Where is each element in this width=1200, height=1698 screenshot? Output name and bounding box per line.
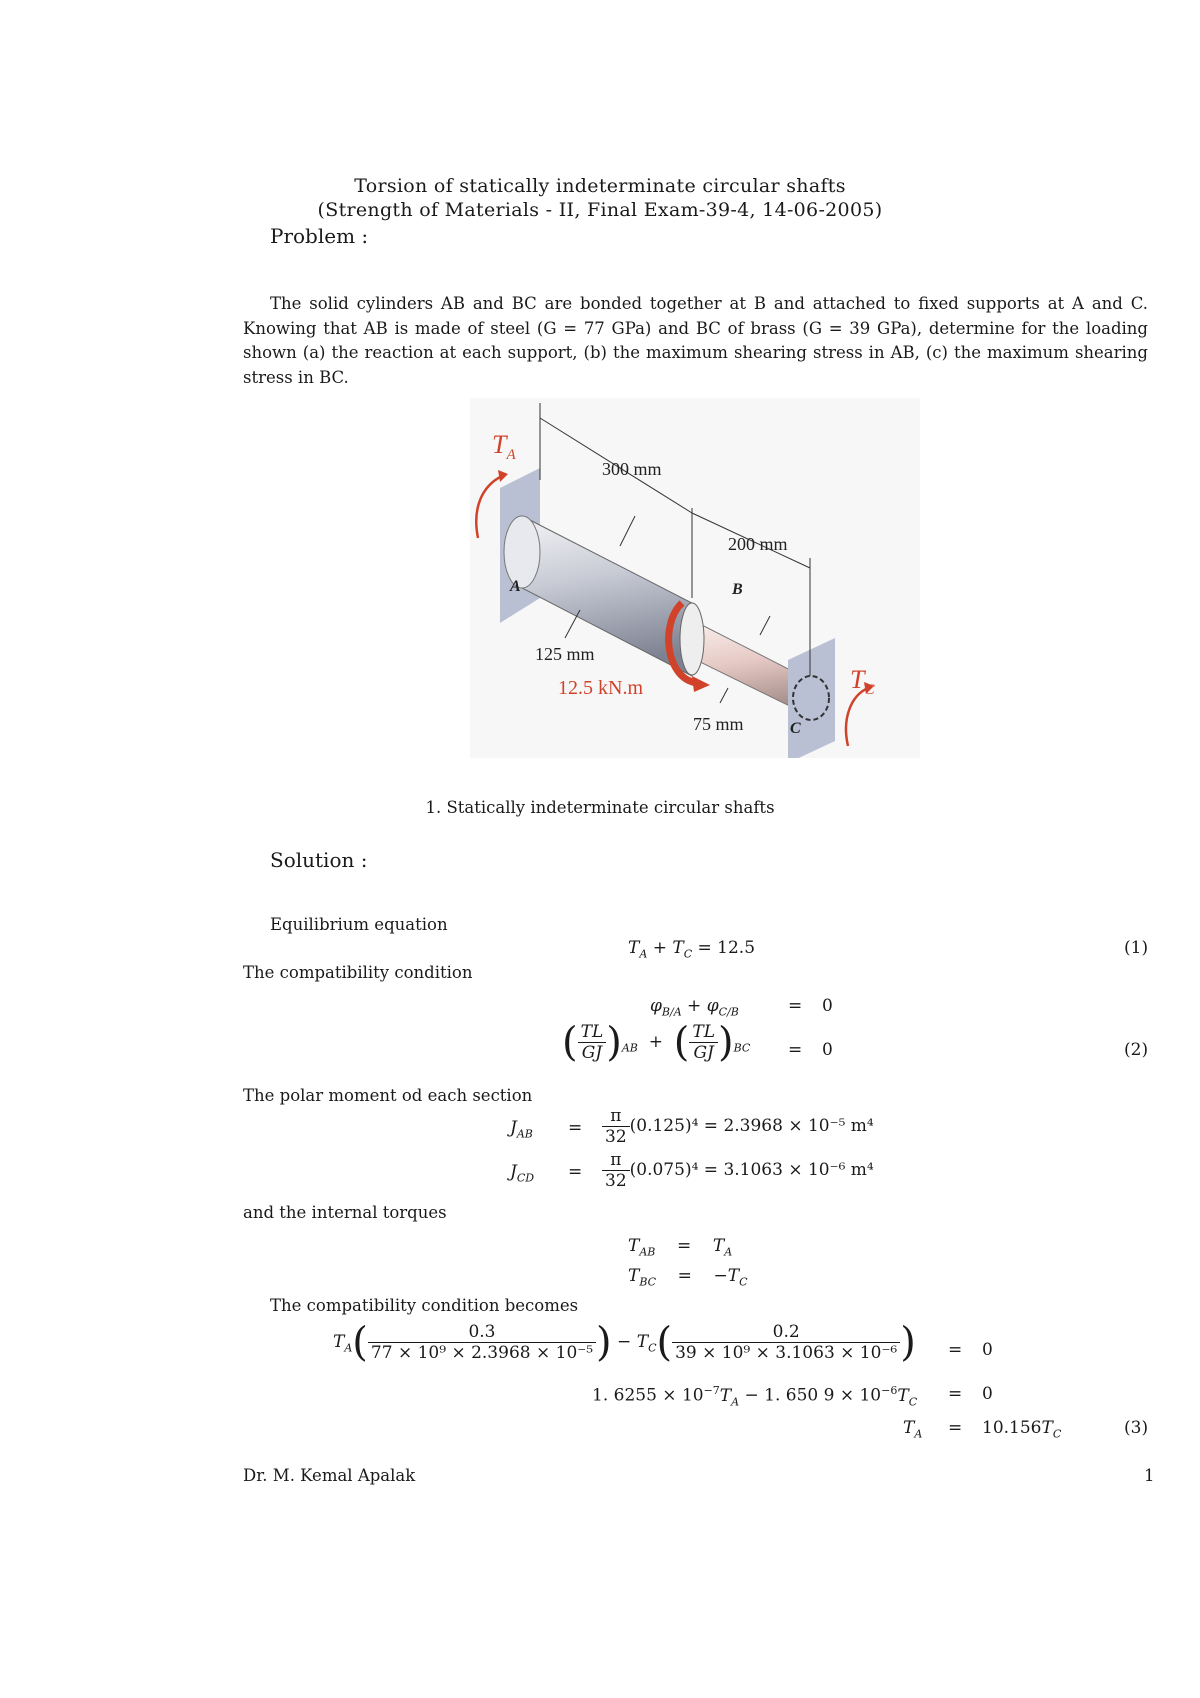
equation-1-number: (1) [1124, 938, 1149, 958]
ta-label: $T_A$ [492, 430, 516, 463]
compat-expanded-rhs: 0 [982, 1340, 993, 1360]
equals-sign: = [568, 1162, 583, 1182]
t-a-symbol: $T_A$ [903, 1418, 923, 1441]
polar-moment-label: The polar moment od each section [243, 1086, 533, 1105]
figure-caption: 1. Statically indeterminate circular shafts [425, 798, 775, 817]
flange-b [680, 603, 704, 675]
equilibrium-label: Equilibrium equation [270, 915, 448, 934]
equals-sign: = [568, 1118, 583, 1138]
shaft-diagram [470, 398, 920, 758]
len-ab-label: 300 mm [602, 459, 662, 479]
t-a-result: $10.156T_C$ [982, 1418, 1062, 1441]
t-ab-equation: $T_{AB}$ = $T_A$ [628, 1236, 733, 1259]
compat-rhs-1: 0 [822, 996, 833, 1016]
internal-torques-label: and the internal torques [243, 1203, 447, 1222]
equals-sign: = [948, 1384, 963, 1404]
equals-sign: = [788, 996, 803, 1016]
j-ab-value: $\frac{\pi}{32}$ (0.125)⁴ = 2.3968 × 10⁻⁵ m⁴ [602, 1106, 874, 1147]
footer-author: Dr. M. Kemal Apalak [243, 1466, 416, 1485]
point-a-label: A [510, 578, 521, 595]
doc-title: Torsion of statically indeterminate circular shafts [354, 175, 846, 197]
equation-3-number: (3) [1124, 1418, 1149, 1438]
equals-sign: = [788, 1040, 803, 1060]
point-c-label: C [790, 720, 801, 737]
problem-heading: Problem : [270, 224, 369, 248]
point-b-label: B [732, 581, 743, 598]
t-bc-equation: $T_{BC}$ = $-T_C$ [628, 1266, 748, 1289]
j-cd-symbol: $J_{CD}$ [510, 1162, 535, 1185]
solution-heading: Solution : [270, 848, 368, 872]
compatibility-angles: $\varphi_{B/A} + \varphi_{C/B}$ [650, 996, 739, 1019]
compatibility-becomes-label: The compatibility condition becomes [270, 1296, 579, 1315]
compat-numeric-rhs: 0 [982, 1384, 993, 1404]
equals-sign: = [948, 1340, 963, 1360]
problem-text: The solid cylinders AB and BC are bonded together at B and attached to fixed supports at A and C. Knowing that AB is made of steel (G = 77 GPa) and BC of brass (G = 39 GPa), determine for the loading shown (a) the reaction at each support, (b) the maximum shearing stress in AB, (c) the maximum shearing stress in BC. [243, 294, 1148, 387]
torque-label: 12.5 kN.m [558, 677, 643, 699]
tc-label: $T_C$ [850, 665, 875, 698]
compatibility-numeric: 1. $6255 \times 10^{-7}T_A - 1$. 650 $9 \times 10^{-6}T_C$ [592, 1384, 918, 1409]
compatibility-expanded: $T_A$( $\frac{0.3}{\text{77 × 10⁹ × 2.3968 × 10⁻⁵}}$ ) − $T_C$( $\frac{0.2}{\text{39 × 10⁹ × 3.1063 × 10⁻⁶}}$ ) [333, 1319, 916, 1366]
shaft-figure [470, 398, 920, 758]
len-bc-label: 200 mm [728, 534, 788, 554]
equals-sign: = [948, 1418, 963, 1438]
compat-rhs-2: 0 [822, 1040, 833, 1060]
doc-subtitle: (Strength of Materials - II, Final Exam-39-4, 14-06-2005) [317, 199, 883, 221]
dia-ab-label: 125 mm [535, 644, 595, 664]
dia-bc-label: 75 mm [693, 714, 744, 734]
equation-2-number: (2) [1124, 1040, 1149, 1060]
compatibility-tl-gj: ( $\frac{TL}{GJ}$ )$_{AB}$ + ( $\frac{TL}{GJ}$ )$_{BC}$ [562, 1019, 751, 1066]
equation-1: $T_A + T_C = 12.5$ [628, 938, 756, 961]
page-number: 1 [1144, 1466, 1155, 1485]
j-cd-value: $\frac{\pi}{32}$ (0.075)⁴ = 3.1063 × 10⁻⁶ m⁴ [602, 1150, 874, 1191]
compatibility-label: The compatibility condition [243, 963, 473, 982]
j-ab-symbol: $J_{AB}$ [510, 1118, 533, 1141]
